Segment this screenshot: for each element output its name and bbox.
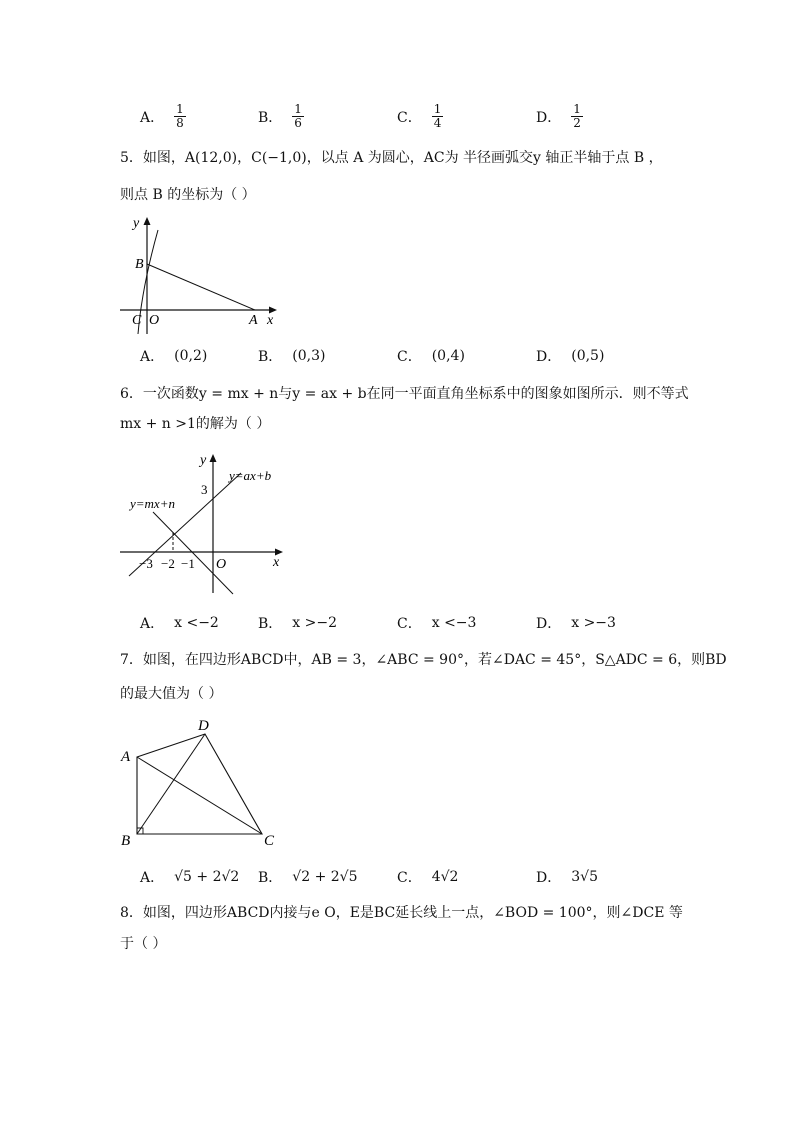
- q7-label-b: B: [121, 833, 131, 849]
- option-text: (0,5): [571, 348, 605, 364]
- q5-figure: [115, 212, 285, 337]
- q5-option-d[interactable]: [536, 346, 604, 366]
- q6-option-a[interactable]: [140, 613, 219, 633]
- q6-options: [140, 613, 700, 641]
- q8-stem-line2: 于（ ）: [120, 936, 167, 952]
- option-text: x >−2: [292, 615, 338, 631]
- option-text: (0,4): [431, 348, 465, 364]
- option-text: 3√5: [571, 869, 598, 885]
- q7-figure: [115, 712, 285, 857]
- q7-quadrilateral: [137, 734, 262, 834]
- denominator: 6: [294, 116, 302, 130]
- q6-label-three: 3: [201, 482, 208, 497]
- option-label: C．: [397, 109, 422, 126]
- q5-options: [140, 346, 700, 374]
- option-text: x <−2: [174, 615, 219, 631]
- option-label: B．: [258, 870, 283, 886]
- q6-line-mx-n: [153, 512, 233, 594]
- q5-label-a: A: [249, 313, 258, 328]
- numerator: 1: [433, 102, 442, 116]
- q7-option-a[interactable]: [140, 867, 239, 887]
- q7-label-a: A: [121, 749, 131, 765]
- option-label: B．: [258, 616, 283, 632]
- fraction: [432, 103, 444, 130]
- q5-y-arrow: [144, 217, 151, 225]
- option-label: B．: [258, 109, 283, 126]
- q6-figure: [115, 448, 295, 598]
- option-label: A．: [140, 870, 165, 886]
- q4-option-d[interactable]: [536, 103, 583, 130]
- option-label: C．: [397, 616, 422, 632]
- option-label: C．: [397, 349, 422, 365]
- option-label: D．: [536, 616, 562, 632]
- q8-stem-line1: 8．如图，四边形ABCD内接与e O，E是BC延长线上一点，∠BOD = 100°，则∠DCE 等: [120, 905, 683, 921]
- option-label: A．: [140, 109, 165, 126]
- q6-option-c[interactable]: [397, 613, 476, 633]
- option-text: √2 + 2√5: [292, 869, 358, 885]
- numerator: 1: [573, 102, 581, 116]
- q6-stem-line2: mx + n >1的解为（ ）: [120, 416, 271, 432]
- q7-label-c: C: [264, 833, 275, 849]
- q6-option-d[interactable]: [536, 613, 616, 633]
- denominator: 4: [433, 116, 442, 130]
- q5-stem-line2: 则点 B 的坐标为（ ）: [120, 187, 256, 203]
- option-label: D．: [536, 349, 562, 365]
- q5-segment-ab: [147, 264, 255, 310]
- option-label: D．: [536, 109, 562, 126]
- q7-option-b[interactable]: [258, 867, 358, 887]
- q4-option-a[interactable]: [140, 103, 186, 130]
- q6-label-o: O: [216, 557, 227, 572]
- q5-label-c: C: [132, 313, 142, 328]
- option-text: x >−3: [571, 615, 616, 631]
- q5-option-b[interactable]: [258, 346, 326, 366]
- q4-option-c[interactable]: [397, 103, 443, 130]
- q7-option-d[interactable]: [536, 867, 598, 887]
- q6-y-arrow: [210, 454, 217, 462]
- option-text: (0,2): [174, 348, 208, 364]
- option-label: B．: [258, 349, 283, 365]
- q7-option-c[interactable]: [397, 867, 458, 887]
- q5-label-y: y: [133, 216, 140, 231]
- option-text: x <−3: [431, 615, 477, 631]
- q6-label-tick-neg3: −3: [139, 556, 153, 571]
- option-text: 4√2: [431, 869, 459, 885]
- option-label: A．: [140, 616, 165, 632]
- denominator: 8: [176, 116, 184, 130]
- q5-option-c[interactable]: [397, 346, 465, 366]
- q7-diagonal-bd: [137, 734, 205, 834]
- fraction: [292, 103, 304, 130]
- numerator: 1: [176, 102, 184, 116]
- denominator: 2: [573, 116, 581, 130]
- q5-option-a[interactable]: [140, 346, 207, 366]
- option-label: C．: [397, 870, 422, 886]
- q4-option-b[interactable]: [258, 103, 304, 130]
- q5-label-x: x: [267, 313, 274, 328]
- q6-label-y: y: [200, 453, 207, 468]
- q5-label-o: O: [149, 313, 160, 328]
- q6-label-line-a: y=ax+b: [229, 468, 272, 483]
- q7-label-d: D: [198, 718, 209, 734]
- q6-stem-line1: 6．一次函数y = mx + n与y = ax + b在同一平面直角坐标系中的图象如图所示．则不等式: [120, 386, 689, 402]
- q7-stem-line2: 的最大值为（ ）: [120, 686, 223, 702]
- fraction: [571, 103, 583, 130]
- q7-options: [140, 867, 700, 895]
- option-text: (0,3): [292, 348, 326, 364]
- q6-label-line-m: y=mx+n: [130, 496, 175, 511]
- option-label: A．: [140, 349, 165, 365]
- q4-options: [140, 103, 700, 131]
- q7-diagonal-ac: [137, 757, 262, 834]
- option-text: √5 + 2√2: [174, 869, 240, 885]
- option-label: D．: [536, 870, 562, 886]
- q6-option-b[interactable]: [258, 613, 337, 633]
- q7-stem-line1: 7．如图，在四边形ABCD中，AB = 3，∠ABC = 90°，若∠DAC = 45°，S△ADC = 6，则BD: [120, 652, 727, 668]
- q5-label-b: B: [135, 257, 144, 272]
- numerator: 1: [294, 102, 302, 116]
- q5-stem-line1: 5．如图，A(12,0)，C(−1,0)，以点 A 为圆心，AC为 半径画弧交y 轴正半轴于点 B ，: [120, 150, 663, 166]
- q6-label-tick-neg2: −2: [161, 556, 175, 571]
- q6-label-tick-neg1: −1: [181, 556, 195, 571]
- q6-label-x: x: [273, 555, 280, 570]
- fraction: [174, 103, 186, 130]
